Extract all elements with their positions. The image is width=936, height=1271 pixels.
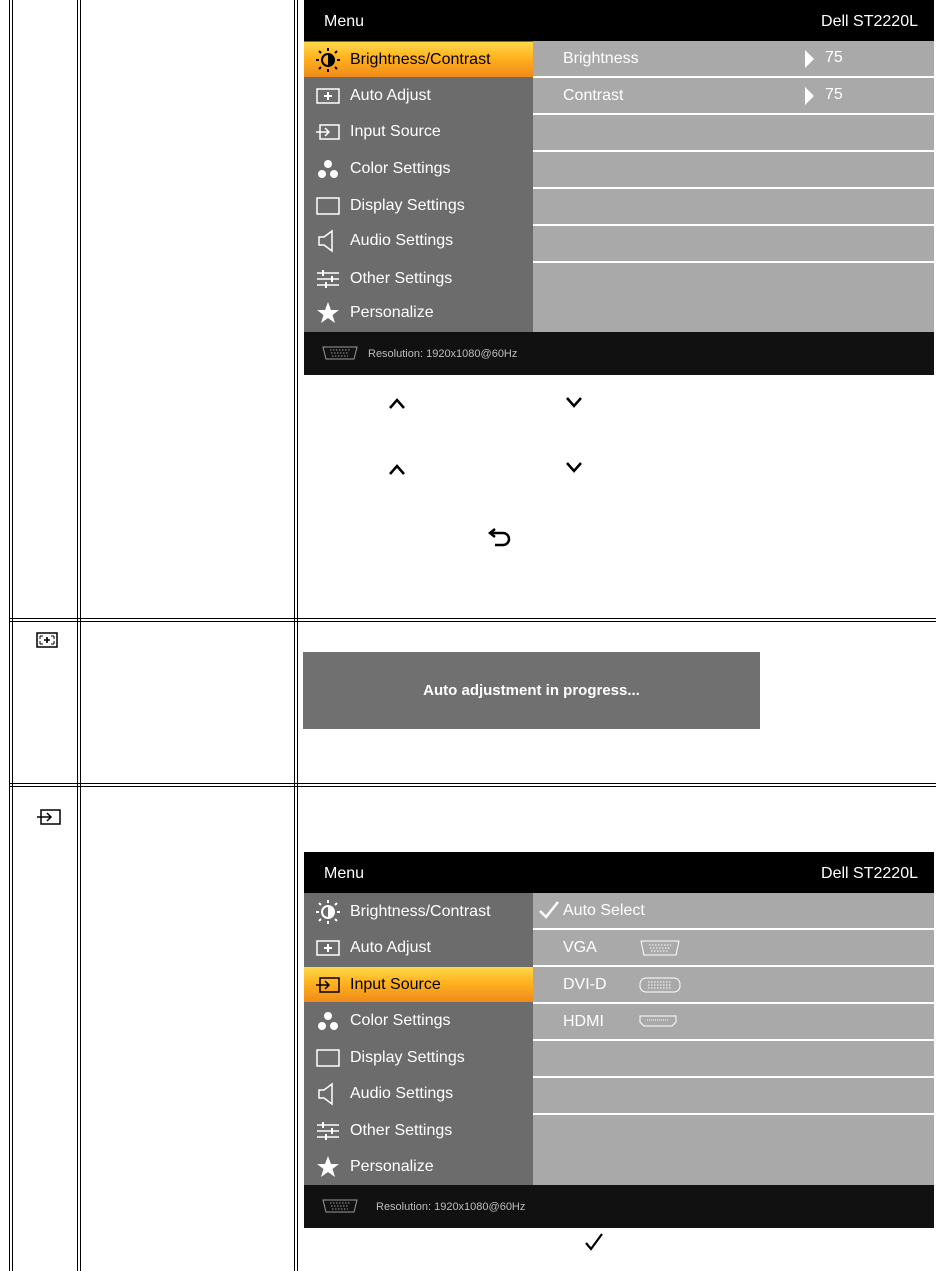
vga-connector-icon — [638, 940, 678, 954]
resolution-text: Resolution: 1920x1080@60Hz — [376, 1201, 526, 1213]
dvi-connector-icon — [638, 977, 678, 991]
monitor-model: Dell ST2220L — [821, 13, 918, 30]
vga-connector-icon — [320, 346, 360, 360]
osd-menu-brightness — [304, 0, 934, 375]
menu-item-color-settings[interactable]: Color Settings — [304, 1003, 533, 1038]
checkmark-icon — [538, 900, 560, 925]
menu-item-audio-settings[interactable]: Audio Settings — [304, 223, 533, 258]
osd-menu-title: Menu — [324, 13, 365, 30]
brightness-value: 75 — [825, 49, 843, 66]
menu-item-personalize[interactable]: Personalize — [304, 1149, 533, 1184]
osd-header — [304, 852, 934, 893]
menu-item-auto-adjust[interactable]: Auto Adjust — [304, 78, 533, 113]
empty-row — [533, 1150, 934, 1185]
empty-row — [533, 1041, 934, 1078]
auto-adjust-row-icon — [36, 632, 58, 648]
arrow-right-icon — [805, 87, 814, 105]
osd-menu-title: Menu — [324, 865, 365, 882]
vga-connector-icon — [320, 1199, 360, 1213]
source-auto-select[interactable]: Auto Select — [533, 893, 934, 930]
empty-row — [533, 298, 934, 333]
personalize-icon — [315, 301, 341, 325]
auto-adjust-icon — [315, 84, 341, 108]
other-settings-icon — [315, 1119, 341, 1143]
source-vga[interactable]: VGA — [533, 930, 934, 967]
color-settings-icon — [315, 157, 341, 181]
osd-menu-input-source — [304, 852, 934, 1228]
contrast-row[interactable]: Contrast 75 — [533, 78, 934, 115]
menu-item-auto-adjust[interactable]: Auto Adjust — [304, 930, 533, 965]
arrow-right-icon — [805, 50, 814, 68]
hdmi-connector-icon — [638, 1014, 678, 1028]
menu-item-other-settings[interactable]: Other Settings — [304, 1113, 533, 1148]
display-settings-icon — [315, 194, 341, 218]
brightness-icon — [315, 48, 341, 72]
menu-item-audio-settings[interactable]: Audio Settings — [304, 1076, 533, 1111]
osd-footer — [304, 332, 934, 375]
back-icon — [487, 526, 513, 552]
empty-row — [533, 226, 934, 263]
source-dvi-d[interactable]: DVI-D — [533, 967, 934, 1004]
audio-settings-icon — [315, 229, 341, 253]
auto-adjust-icon — [315, 936, 341, 960]
menu-item-display-settings[interactable]: Display Settings — [304, 1040, 533, 1075]
audio-settings-icon — [315, 1082, 341, 1106]
contrast-value: 75 — [825, 86, 843, 103]
source-hdmi[interactable]: HDMI — [533, 1004, 934, 1041]
input-source-row-icon — [36, 808, 62, 826]
input-source-icon — [315, 120, 341, 144]
empty-row — [533, 263, 934, 300]
brightness-icon — [315, 900, 341, 924]
menu-item-color-settings[interactable]: Color Settings — [304, 151, 533, 186]
color-settings-icon — [315, 1009, 341, 1033]
osd-header — [304, 0, 934, 41]
empty-row — [533, 1078, 934, 1115]
menu-item-personalize[interactable]: Personalize — [304, 295, 533, 330]
menu-item-input-source[interactable]: Input Source — [304, 114, 533, 149]
input-source-icon — [315, 973, 341, 997]
menu-item-other-settings[interactable]: Other Settings — [304, 261, 533, 296]
osd-footer — [304, 1185, 934, 1228]
empty-row — [533, 152, 934, 189]
up-arrow-icon — [388, 460, 406, 480]
up-arrow-icon — [388, 394, 406, 414]
down-arrow-icon — [565, 459, 583, 479]
auto-adjust-message-box — [303, 652, 760, 729]
empty-row — [533, 115, 934, 152]
other-settings-icon — [315, 267, 341, 291]
auto-adjust-message: Auto adjustment in progress... — [423, 682, 640, 699]
brightness-row[interactable]: Brightness 75 — [533, 41, 934, 78]
menu-item-input-source[interactable]: Input Source — [304, 967, 533, 1002]
menu-item-brightness-contrast[interactable]: Brightness/Contrast — [304, 42, 533, 77]
menu-item-display-settings[interactable]: Display Settings — [304, 188, 533, 223]
monitor-model: Dell ST2220L — [821, 865, 918, 882]
personalize-icon — [315, 1155, 341, 1179]
empty-row — [533, 189, 934, 226]
checkmark-icon — [584, 1232, 604, 1256]
down-arrow-icon — [565, 394, 583, 414]
menu-item-brightness-contrast[interactable]: Brightness/Contrast — [304, 894, 533, 929]
empty-row — [533, 1115, 934, 1152]
resolution-text: Resolution: 1920x1080@60Hz — [368, 348, 518, 360]
display-settings-icon — [315, 1046, 341, 1070]
